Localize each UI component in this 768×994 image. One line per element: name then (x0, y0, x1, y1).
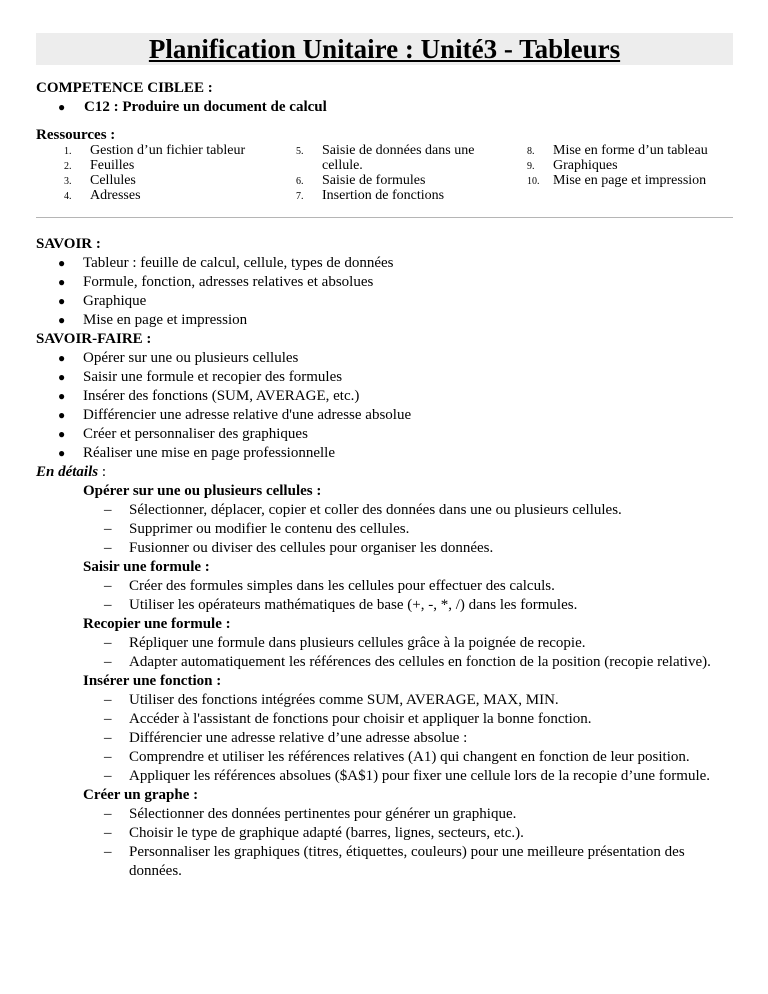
ressource-text: Adresses (90, 188, 141, 203)
dash-icon: – (104, 711, 112, 727)
ressource-item (296, 188, 506, 203)
list-item (36, 748, 736, 767)
savoir-section (36, 235, 736, 881)
ressource-item (296, 143, 506, 173)
list-item-text: Différencier une adresse relative d’une adresse absolue : (129, 730, 468, 746)
list-item (36, 349, 736, 368)
ressource-text: Saisie de données dans une cellule. (322, 143, 475, 173)
list-item-text: Appliquer les références absolues ($A$1) pour fixer une cellule lors de la recopie d’une formule. (129, 768, 711, 784)
list-item (36, 406, 736, 425)
dash-icon: – (104, 540, 112, 556)
dash-icon: – (104, 692, 112, 708)
dash-icon: – (104, 825, 112, 841)
list-item (36, 254, 736, 273)
details-group-list (36, 577, 736, 615)
savoir-faire-list (36, 349, 736, 463)
details-heading (36, 463, 736, 482)
list-item (36, 539, 736, 558)
dash-icon: – (104, 806, 112, 822)
page-title: Planification Unitaire : Unité3 - Tableurs (148, 34, 621, 64)
list-item (36, 368, 736, 387)
ressource-item (527, 173, 737, 188)
list-item-text: Créer et personnaliser des graphiques (83, 426, 308, 442)
list-item (36, 691, 736, 710)
details-group-title: Opérer sur une ou plusieurs cellules : (83, 483, 322, 499)
list-item-text: Choisir le type de graphique adapté (barres, lignes, secteurs, etc.). (129, 825, 524, 841)
ressource-number: 7. (296, 191, 304, 202)
list-item (36, 805, 736, 824)
bullet-icon: ● (58, 370, 66, 384)
list-item (36, 824, 736, 843)
competence-text: C12 : Produire un document de calcul (84, 99, 327, 115)
list-item-text: Opérer sur une ou plusieurs cellules (83, 350, 299, 366)
list-item (36, 843, 736, 881)
ressource-item (64, 173, 274, 188)
list-item (36, 273, 736, 292)
ressource-number: 2. (64, 161, 72, 172)
details-heading-text: En détails (36, 464, 99, 480)
list-item-text: Utiliser les opérateurs mathématiques de base (+, -, *, /) dans les formules. (129, 597, 578, 613)
bullet-icon: ● (58, 446, 66, 460)
ressources-column-2 (296, 143, 506, 203)
bullet-icon: ● (58, 256, 66, 270)
list-item-text: Tableur : feuille de calcul, cellule, types de données (83, 255, 394, 271)
list-item-text: Créer des formules simples dans les cellules pour effectuer des calculs. (129, 578, 555, 594)
section-divider (36, 217, 733, 218)
details-group-title: Recopier une formule : (83, 616, 231, 632)
ressources-heading: Ressources : (36, 127, 116, 143)
ressources-column-3 (527, 143, 737, 188)
ressource-text: Graphiques (553, 158, 618, 173)
list-item (36, 634, 736, 653)
list-item-text: Réaliser une mise en page professionnelle (83, 445, 335, 461)
bullet-icon: ● (58, 351, 66, 365)
savoir-heading: SAVOIR : (36, 236, 101, 252)
dash-icon: – (104, 521, 112, 537)
bullet-icon: ● (58, 100, 66, 114)
list-item-text: Supprimer ou modifier le contenu des cellules. (129, 521, 410, 537)
list-item-text: Formule, fonction, adresses relatives et absolues (83, 274, 374, 290)
list-item-text: Adapter automatiquement les références des cellules en fonction de la position (recopie relative). (129, 654, 711, 670)
bullet-icon: ● (58, 389, 66, 403)
list-item (36, 577, 736, 596)
dash-icon: – (104, 578, 112, 594)
competence-item (58, 98, 327, 116)
ressource-text: Mise en forme d’un tableau (553, 143, 708, 158)
ressource-text: Mise en page et impression (553, 173, 707, 188)
ressource-number: 4. (64, 191, 72, 202)
list-item (36, 653, 736, 672)
bullet-icon: ● (58, 313, 66, 327)
list-item (36, 596, 736, 615)
details-heading-suffix: : (98, 464, 107, 480)
ressource-number: 6. (296, 176, 304, 187)
bullet-icon: ● (58, 408, 66, 422)
ressource-item (64, 143, 274, 158)
list-item-text: Utiliser des fonctions intégrées comme SUM, AVERAGE, MAX, MIN. (129, 692, 559, 708)
ressource-text: Cellules (90, 173, 136, 188)
dash-icon: – (104, 749, 112, 765)
ressource-item (527, 158, 737, 173)
ressource-number: 10. (527, 176, 540, 187)
details-group-title: Insérer une fonction : (83, 673, 222, 689)
ressource-item (527, 143, 737, 158)
list-item (36, 520, 736, 539)
dash-icon: – (104, 730, 112, 746)
dash-icon: – (104, 768, 112, 784)
list-item-text: Sélectionner, déplacer, copier et coller des données dans une ou plusieurs cellules. (129, 502, 622, 518)
list-item-text: Mise en page et impression (83, 312, 248, 328)
ressource-text: Feuilles (90, 158, 135, 173)
list-item (36, 311, 736, 330)
list-item (36, 444, 736, 463)
title-bar (36, 33, 733, 65)
list-item (36, 292, 736, 311)
list-item-text: Graphique (83, 293, 147, 309)
details-group-title: Saisir une formule : (83, 559, 210, 575)
ressource-text: Insertion de fonctions (322, 188, 445, 203)
dash-icon: – (104, 844, 112, 860)
list-item-text: Insérer des fonctions (SUM, AVERAGE, etc.) (83, 388, 360, 404)
list-item (36, 501, 736, 520)
list-item-text: Sélectionner des données pertinentes pour générer un graphique. (129, 806, 517, 822)
dash-icon: – (104, 635, 112, 651)
ressource-item (296, 173, 506, 188)
ressource-number: 5. (296, 146, 304, 157)
dash-icon: – (104, 654, 112, 670)
list-item (36, 710, 736, 729)
list-item-text: Répliquer une formule dans plusieurs cellules grâce à la poignée de recopie. (129, 635, 586, 651)
ressource-number: 3. (64, 176, 72, 187)
bullet-icon: ● (58, 294, 66, 308)
ressource-number: 1. (64, 146, 72, 157)
ressource-text: Saisie de formules (322, 173, 426, 188)
list-item (36, 729, 736, 748)
list-item-text: Différencier une adresse relative d'une adresse absolue (83, 407, 412, 423)
competence-heading: COMPETENCE CIBLEE : (36, 80, 213, 96)
ressource-item (64, 158, 274, 173)
details-group-list (36, 805, 736, 881)
list-item (36, 425, 736, 444)
ressource-item (64, 188, 274, 203)
dash-icon: – (104, 597, 112, 613)
list-item-text: Personnaliser les graphiques (titres, étiquettes, couleurs) pour une meilleure présentation des données. (129, 844, 685, 879)
ressource-text: Gestion d’un fichier tableur (90, 143, 246, 158)
details-group-title: Créer un graphe : (83, 787, 199, 803)
ressource-number: 9. (527, 161, 535, 172)
details-group-list (36, 634, 736, 672)
list-item-text: Accéder à l'assistant de fonctions pour choisir et appliquer la bonne fonction. (129, 711, 592, 727)
list-item (36, 387, 736, 406)
ressources-column-1 (64, 143, 274, 203)
list-item-text: Saisir une formule et recopier des formules (83, 369, 343, 385)
bullet-icon: ● (58, 275, 66, 289)
ressource-number: 8. (527, 146, 535, 157)
dash-icon: – (104, 502, 112, 518)
bullet-icon: ● (58, 427, 66, 441)
list-item (36, 767, 736, 786)
savoir-list (36, 254, 736, 330)
list-item-text: Comprendre et utiliser les références relatives (A1) qui changent en fonction de leur position. (129, 749, 690, 765)
savoir-faire-heading: SAVOIR-FAIRE : (36, 331, 152, 347)
list-item-text: Fusionner ou diviser des cellules pour organiser les données. (129, 540, 494, 556)
details-group-list (36, 501, 736, 558)
details-group-list (36, 691, 736, 786)
